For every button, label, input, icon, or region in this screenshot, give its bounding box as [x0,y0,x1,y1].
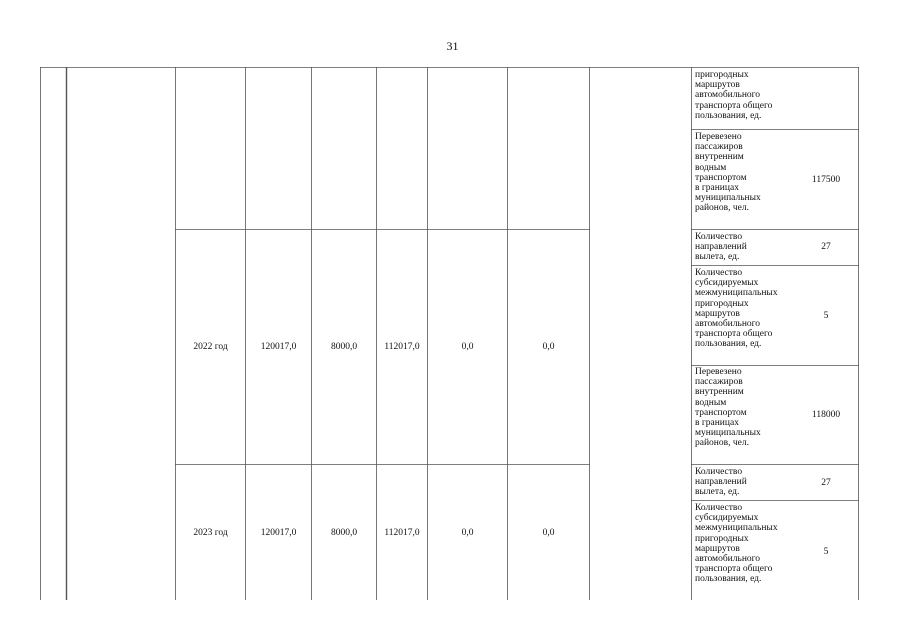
indicator-line: районов, чел. [695,438,749,449]
indicator-text [695,503,778,585]
indicator-line: Перевезено [695,367,742,377]
amount-cell: 112017,0 [384,342,420,352]
indicator-text [695,367,761,449]
indicator-line: районов, чел. [695,203,749,214]
indicator-line: водным [695,397,727,408]
amount-cell: 8000,0 [330,528,358,538]
indicator-line: автомобильного [695,319,761,330]
indicator-line: субсидируемых [695,278,759,289]
indicator-value: 117500 [811,175,841,185]
indicator-line: Количество [695,467,743,477]
indicator-value: 27 [821,478,831,488]
indicator-line: направлений [695,242,747,253]
page-number: 31 [446,39,459,53]
amount-cell: 0,0 [542,342,555,352]
indicator-line: транспорта общего [695,100,773,111]
indicator-value: 118000 [811,410,841,420]
indicator-line: пригородных [695,533,749,544]
indicator-text [695,467,747,498]
indicator-line: внутренним [695,152,744,163]
indicator-line: муниципальных [695,193,761,204]
indicator-line: пользования, ед. [695,110,762,121]
indicator-line: внутренним [695,387,744,398]
indicator-line: Количество [695,268,743,278]
indicator-value: 5 [823,311,829,321]
indicator-line: пользования, ед. [695,574,762,585]
indicator-text [695,268,778,350]
indicator-line: водным [695,162,727,173]
indicator-text [695,132,761,214]
indicator-line: пригородных [695,298,749,309]
indicator-line: муниципальных [695,428,761,439]
indicator-line: маршрутов [695,80,740,91]
amount-cell: 0,0 [461,528,474,538]
indicator-line: в границах [695,183,739,194]
indicator-line: пригородных [695,70,749,80]
indicator-text [695,232,747,263]
indicator-line: вылета, ед. [695,252,740,263]
indicator-line: пассажиров [695,142,743,153]
total-cell: 120017,0 [260,342,297,352]
indicator-value: 5 [823,547,829,557]
year-cell: 2022 год [193,342,228,352]
indicator-line: Перевезено [695,132,742,142]
indicator-line: субсидируемых [695,513,759,524]
indicator-text [695,70,772,121]
indicator-line: транспортом [695,172,747,183]
indicator-line: межмуниципальных [695,288,778,299]
amount-cell: 112017,0 [384,528,420,538]
indicator-line: Количество [695,503,743,513]
indicator-line: межмуниципальных [695,523,778,534]
indicator-line: автомобильного [695,554,761,565]
indicator-line: пользования, ед. [695,339,762,350]
indicator-value: 27 [821,242,831,252]
indicator-line: автомобильного [695,90,761,101]
indicator-line: транспортом [695,407,747,418]
year-cell: 2023 год [193,528,228,538]
total-cell: 120017,0 [260,528,297,538]
indicator-line: вылета, ед. [695,487,740,498]
indicator-line: в границах [695,418,739,429]
indicator-line: транспорта общего [695,564,773,575]
indicator-line: маршрутов [695,543,740,554]
amount-cell: 0,0 [461,342,474,352]
amount-cell: 8000,0 [330,342,358,352]
amount-cell: 0,0 [542,528,555,538]
indicator-line: направлений [695,477,747,488]
indicator-line: Количество [695,232,743,242]
indicator-line: транспорта общего [695,329,773,340]
indicator-line: пассажиров [695,377,743,388]
indicator-line: маршрутов [695,308,740,319]
